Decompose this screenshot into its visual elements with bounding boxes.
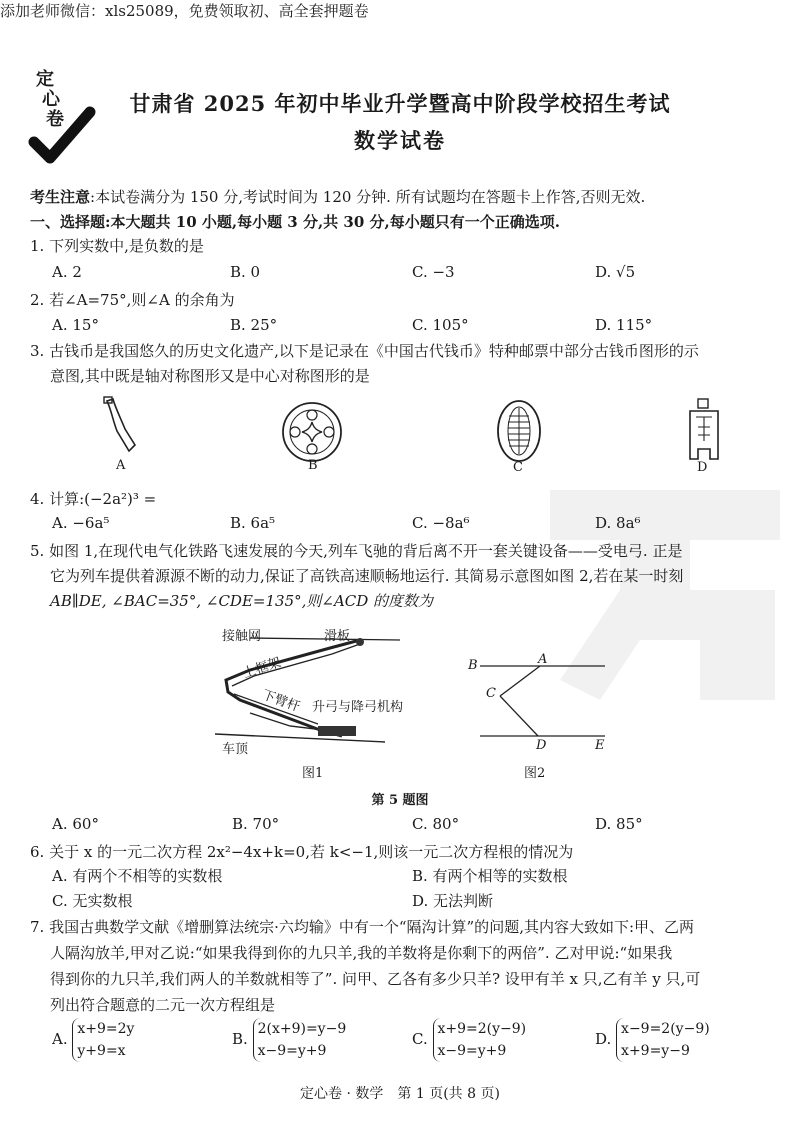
- fig1-label-upper: 上框架: [241, 655, 283, 682]
- q7-option-c-letter: C.: [412, 1030, 428, 1048]
- q7-option-a-letter: A.: [52, 1030, 68, 1048]
- q3-stem-line2: 意图,其中既是轴对称图形又是中心对称图形的是: [50, 367, 370, 385]
- stamp-char-2: 心: [42, 89, 60, 110]
- q4-stem: 4. 计算:(−2a²)³ =: [30, 490, 157, 508]
- q7-b-eq1: 2(x+9)=y−9: [257, 1021, 347, 1037]
- notice: [30, 186, 645, 207]
- q7-option-d-letter: D.: [595, 1030, 612, 1048]
- q7-option-c: [412, 1018, 526, 1062]
- coin-a-figure: [95, 395, 145, 465]
- q3-label-b: B: [308, 458, 318, 473]
- notice-label: 考生注意: [30, 188, 91, 206]
- q4-option-b: B. 6a⁵: [230, 514, 276, 532]
- q2-option-c: C. 105°: [412, 316, 469, 334]
- q4-option-d: D. 8a⁶: [595, 514, 641, 532]
- q7-d-eq1: x−9=2(y−9): [621, 1021, 710, 1037]
- fig2-label-c: C: [486, 686, 496, 701]
- q7-option-c-system: [433, 1018, 527, 1062]
- fig2-label-b: B: [468, 658, 478, 673]
- q5-option-a: A. 60°: [52, 815, 99, 833]
- q7-stem-line4: 列出符合题意的二元一次方程组是: [50, 996, 276, 1014]
- q5-option-c: C. 80°: [412, 815, 460, 833]
- fig1-label-roof: 车顶: [222, 742, 249, 757]
- q6-option-d: D. 无法判断: [412, 892, 494, 910]
- fig2-label-a: A: [538, 652, 548, 667]
- stamp-char-3: 卷: [46, 109, 64, 130]
- checkmark-icon: [28, 70, 98, 170]
- q3-label-a: A: [116, 458, 126, 473]
- q7-stem-line2: 人隔沟放羊,甲对乙说:“如果我得到你的九只羊,我的羊数将是你剩下的两倍”. 乙对甲说:“如果我: [50, 944, 673, 962]
- q1-option-d: D. √5: [595, 263, 636, 281]
- q2-stem: 2. 若∠A=75°,则∠A 的余角为: [30, 291, 235, 309]
- coin-b-figure: [280, 400, 344, 464]
- q6-option-b: B. 有两个相等的实数根: [412, 867, 568, 885]
- q5-option-b: B. 70°: [232, 815, 280, 833]
- stamp-char-1: 定: [36, 69, 54, 90]
- q4-option-a: A. −6a⁵: [52, 514, 110, 532]
- stamp-logo: [28, 70, 98, 170]
- exam-title: 甘肃省 2025 年初中毕业升学暨高中阶段学校招生考试: [129, 91, 671, 116]
- q1-option-a: A. 2: [52, 263, 82, 281]
- q5-option-d: D. 85°: [595, 815, 643, 833]
- q7-option-a-system: [72, 1018, 134, 1062]
- q1-stem: 1. 下列实数中,是负数的是: [30, 237, 204, 255]
- q7-stem-line3: 得到你的九只羊,我们两人的羊数就相等了”. 问甲、乙各有多少只羊? 设甲有羊 x 只,乙有羊 y 只,可: [50, 970, 701, 988]
- q3-label-c: C: [513, 460, 523, 475]
- section-heading: 一、选择题:本大题共 10 小题,每小题 3 分,共 30 分,每小题只有一个正确选项.: [30, 213, 560, 231]
- q1-option-b: B. 0: [230, 263, 261, 281]
- q5-stem-line3: AB∥DE, ∠BAC=35°, ∠CDE=135°,则∠ACD 的度数为: [50, 592, 434, 610]
- q7-option-a: [52, 1018, 134, 1062]
- exam-subtitle: 数学试卷: [354, 128, 446, 153]
- q7-option-b: [232, 1018, 346, 1062]
- q6-stem: 6. 关于 x 的一元二次方程 2x²−4x+k=0,若 k<−1,则该一元二次方程根的情况为: [30, 843, 574, 861]
- q7-stem-line1: 7. 我国古典数学文献《增删算法统宗·六均输》中有一个“隔沟计算”的问题,其内容大致如下:甲、乙两: [30, 918, 695, 936]
- page-footer: 定心卷 · 数学 第 1 页(共 8 页): [300, 1086, 500, 1102]
- q2-option-d: D. 115°: [595, 316, 653, 334]
- q2-option-b: B. 25°: [230, 316, 278, 334]
- q1-option-c: C. −3: [412, 263, 455, 281]
- q4-option-c: C. −8a⁶: [412, 514, 470, 532]
- q7-d-eq2: x+9=y−9: [621, 1043, 690, 1059]
- q5-stem-line1: 5. 如图 1,在现代电气化铁路飞速发展的今天,列车飞驰的背后离不开一套关键设备——受电弓. 正是: [30, 542, 683, 560]
- q7-option-d: [595, 1018, 710, 1062]
- q6-option-c: C. 无实数根: [52, 892, 133, 910]
- fig2-label-e: E: [595, 738, 605, 753]
- q6-option-a: A. 有两个不相等的实数根: [52, 867, 223, 885]
- q7-a-eq1: x+9=2y: [77, 1021, 135, 1037]
- q7-option-b-letter: B.: [232, 1030, 248, 1048]
- coin-d-figure: [684, 397, 724, 463]
- fig2-caption: 图2: [524, 766, 546, 781]
- q7-b-eq2: x−9=y+9: [257, 1043, 327, 1059]
- figure-title: 第 5 题图: [371, 793, 429, 808]
- fig1-label-mech: 升弓与降弓机构: [312, 700, 404, 715]
- header-note: 添加老师微信：xls25089，免费领取初、高全套押题卷: [0, 2, 369, 20]
- fig1-label-wire: 接触网: [222, 629, 262, 644]
- notice-text: :本试卷满分为 150 分,考试时间为 120 分钟. 所有试题均在答题卡上作答,否则无效.: [90, 188, 646, 206]
- q2-option-a: A. 15°: [52, 316, 99, 334]
- q3-stem-line1: 3. 古钱币是我国悠久的历史文化遗产,以下是记录在《中国古代钱币》特种邮票中部分古钱币图形的示: [30, 342, 699, 360]
- q7-option-b-system: [253, 1018, 347, 1062]
- q7-option-d-system: [616, 1018, 710, 1062]
- fig1-caption: 图1: [302, 766, 324, 781]
- q5-stem-line2: 它为列车提供着源源不断的动力,保证了高铁高速顺畅地运行. 其简易示意图如图 2,若在某一时刻: [50, 567, 684, 585]
- q7-c-eq2: x−9=y+9: [437, 1043, 507, 1059]
- fig2-label-d: D: [536, 738, 547, 753]
- q3-label-d: D: [697, 460, 708, 475]
- coin-c-figure: [494, 398, 544, 464]
- fig1-label-lower: 下臂杆: [259, 687, 302, 716]
- q7-c-eq1: x+9=2(y−9): [437, 1021, 527, 1037]
- q7-a-eq2: y+9=x: [77, 1043, 126, 1059]
- fig1-label-slide: 滑板: [324, 629, 351, 644]
